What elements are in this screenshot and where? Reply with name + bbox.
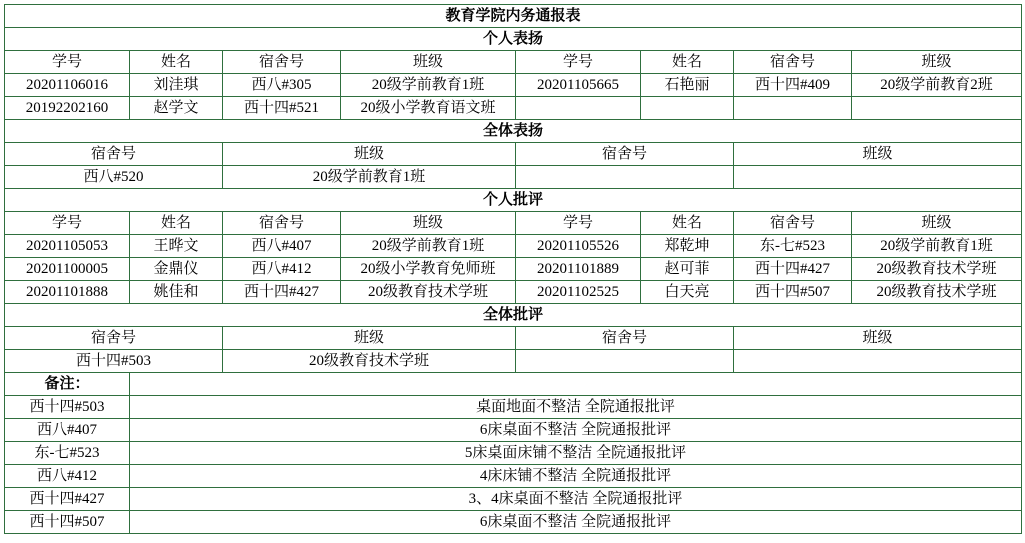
cell-student-id: 20201105526 [516, 235, 641, 258]
cell-student-id: 20201106016 [5, 74, 130, 97]
cell-class: 20级学前教育1班 [852, 235, 1022, 258]
header-class-left: 班级 [341, 212, 516, 235]
cell-class: 20级教育技术学班 [852, 258, 1022, 281]
page-title: 教育学院内务通报表 [5, 5, 1022, 28]
cell-dorm: 西八#407 [223, 235, 341, 258]
cell-name: 白天亮 [641, 281, 734, 304]
header-student-id-right: 学号 [516, 212, 641, 235]
section-personal-criticism: 个人批评 [5, 189, 1022, 212]
cell-class: 20级小学教育语文班 [341, 97, 516, 120]
cell-student-id: 20192202160 [5, 97, 130, 120]
cell-dorm: 西十四#521 [223, 97, 341, 120]
header-name-left: 姓名 [130, 51, 223, 74]
cell-class: 20级学前教育1班 [341, 74, 516, 97]
cell-class: 20级教育技术学班 [341, 281, 516, 304]
cell-dorm: 东-七#523 [734, 235, 852, 258]
header-class-left: 班级 [223, 327, 516, 350]
cell-name: 石艳丽 [641, 74, 734, 97]
header-dorm-left: 宿舍号 [223, 51, 341, 74]
remark-row [5, 465, 1022, 488]
header-dorm-right: 宿舍号 [734, 212, 852, 235]
cell-dorm: 西八#520 [5, 166, 223, 189]
header-name-right: 姓名 [641, 51, 734, 74]
header-student-id-right: 学号 [516, 51, 641, 74]
cell-name: 刘洼琪 [130, 74, 223, 97]
section-row-personal-praise [5, 28, 1022, 51]
cell-dorm: 西十四#507 [734, 281, 852, 304]
report-table [4, 4, 1022, 534]
header-class-right: 班级 [852, 212, 1022, 235]
remark-row [5, 442, 1022, 465]
section-row-personal-criticism [5, 189, 1022, 212]
remark-dorm: 西八#407 [5, 419, 130, 442]
cell-name: 赵学文 [130, 97, 223, 120]
header-dorm-right: 宿舍号 [516, 327, 734, 350]
header-dorm-left: 宿舍号 [5, 327, 223, 350]
cell-empty [516, 166, 734, 189]
header-dorm-right: 宿舍号 [734, 51, 852, 74]
remark-text: 6床桌面不整洁 全院通报批评 [130, 511, 1022, 534]
remark-dorm: 西十四#503 [5, 396, 130, 419]
cell-name: 郑乾坤 [641, 235, 734, 258]
header-row-personal-criticism [5, 212, 1022, 235]
cell-empty [516, 350, 734, 373]
remark-text: 6床桌面不整洁 全院通报批评 [130, 419, 1022, 442]
header-dorm-right: 宿舍号 [516, 143, 734, 166]
header-dorm-left: 宿舍号 [5, 143, 223, 166]
cell-dorm: 西十四#427 [223, 281, 341, 304]
cell-class: 20级教育技术学班 [223, 350, 516, 373]
header-student-id-left: 学号 [5, 212, 130, 235]
cell-empty [734, 350, 1022, 373]
remark-text: 3、4床桌面不整洁 全院通报批评 [130, 488, 1022, 511]
cell-empty [734, 97, 852, 120]
section-row-group-praise [5, 120, 1022, 143]
header-class-left: 班级 [223, 143, 516, 166]
cell-class: 20级学前教育1班 [223, 166, 516, 189]
remark-dorm: 西十四#427 [5, 488, 130, 511]
header-name-right: 姓名 [641, 212, 734, 235]
section-personal-praise: 个人表扬 [5, 28, 1022, 51]
remark-row [5, 488, 1022, 511]
cell-student-id: 20201101889 [516, 258, 641, 281]
cell-dorm: 西十四#427 [734, 258, 852, 281]
cell-student-id: 20201101888 [5, 281, 130, 304]
cell-name: 赵可菲 [641, 258, 734, 281]
cell-class: 20级教育技术学班 [852, 281, 1022, 304]
cell-dorm: 西十四#503 [5, 350, 223, 373]
cell-name: 姚佳和 [130, 281, 223, 304]
header-class-right: 班级 [734, 327, 1022, 350]
cell-student-id: 20201105053 [5, 235, 130, 258]
cell-class: 20级学前教育2班 [852, 74, 1022, 97]
cell-empty [516, 97, 641, 120]
table-row [5, 235, 1022, 258]
cell-class: 20级学前教育1班 [341, 235, 516, 258]
remark-row [5, 419, 1022, 442]
cell-student-id: 20201105665 [516, 74, 641, 97]
table-row [5, 97, 1022, 120]
cell-empty [734, 166, 1022, 189]
section-group-criticism: 全体批评 [5, 304, 1022, 327]
cell-class: 20级小学教育免师班 [341, 258, 516, 281]
header-student-id-left: 学号 [5, 51, 130, 74]
remark-row [5, 511, 1022, 534]
table-row [5, 281, 1022, 304]
cell-student-id: 20201100005 [5, 258, 130, 281]
header-row-personal-praise [5, 51, 1022, 74]
table-row [5, 258, 1022, 281]
cell-student-id: 20201102525 [516, 281, 641, 304]
table-row [5, 166, 1022, 189]
header-class-left: 班级 [341, 51, 516, 74]
table-row [5, 74, 1022, 97]
remark-row [5, 396, 1022, 419]
header-row-group-criticism [5, 327, 1022, 350]
header-row-group-praise [5, 143, 1022, 166]
remark-text: 桌面地面不整洁 全院通报批评 [130, 396, 1022, 419]
remark-text: 5床桌面床铺不整洁 全院通报批评 [130, 442, 1022, 465]
cell-empty [852, 97, 1022, 120]
cell-dorm: 西八#305 [223, 74, 341, 97]
header-class-right: 班级 [852, 51, 1022, 74]
header-name-left: 姓名 [130, 212, 223, 235]
header-class-right: 班级 [734, 143, 1022, 166]
cell-dorm: 西八#412 [223, 258, 341, 281]
cell-dorm: 西十四#409 [734, 74, 852, 97]
remarks-label-row [5, 373, 1022, 396]
section-group-praise: 全体表扬 [5, 120, 1022, 143]
section-row-group-criticism [5, 304, 1022, 327]
cell-name: 王晔文 [130, 235, 223, 258]
cell-empty [641, 97, 734, 120]
header-dorm-left: 宿舍号 [223, 212, 341, 235]
remark-text: 4床床铺不整洁 全院通报批评 [130, 465, 1022, 488]
cell-empty [130, 373, 1022, 396]
remark-dorm: 西八#412 [5, 465, 130, 488]
title-row [5, 5, 1022, 28]
table-row [5, 350, 1022, 373]
remark-dorm: 东-七#523 [5, 442, 130, 465]
remarks-label: 备注： [5, 373, 130, 396]
remark-dorm: 西十四#507 [5, 511, 130, 534]
cell-name: 金鼎仪 [130, 258, 223, 281]
